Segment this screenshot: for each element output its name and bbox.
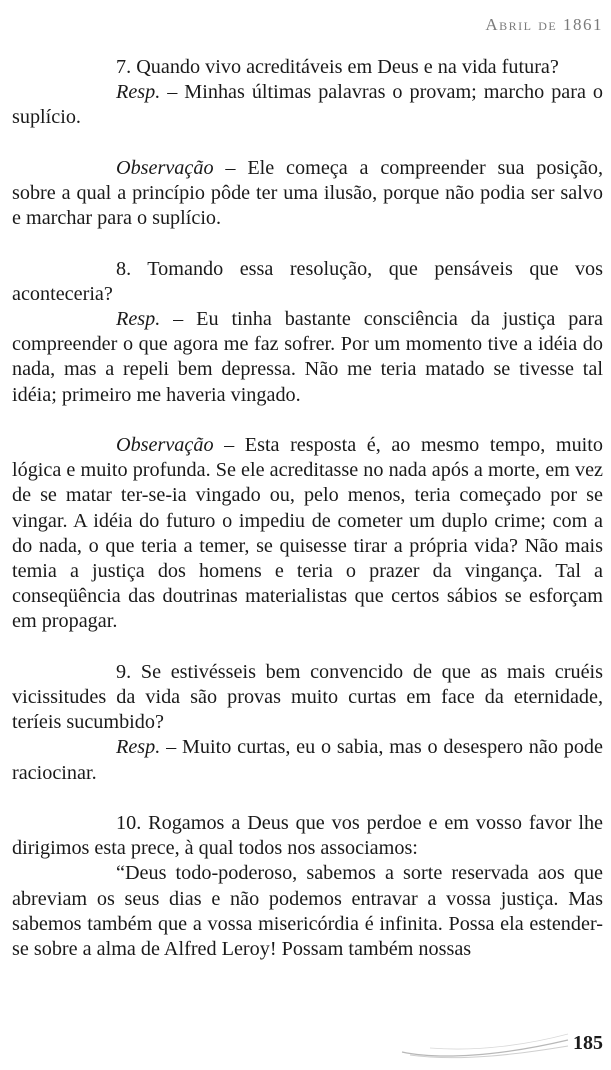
answer-7 <box>12 80 603 130</box>
paragraph-text: – Muito curtas, eu o sabia, mas o desespero não pode raciocinar. <box>12 736 603 784</box>
paragraph-text: 7. Quando vivo acreditáveis em Deus e na vida futura? <box>116 56 559 78</box>
observation-7 <box>12 156 603 232</box>
answer-9 <box>12 735 603 785</box>
paragraph-text: 8. Tomando essa resolução, que pensáveis que vos aconteceria? <box>12 257 603 305</box>
running-header: Abril de 1861 <box>485 15 603 34</box>
paragraph-text: 10. Rogamos a Deus que vos perdoe e em vosso favor lhe dirigimos esta prece, à qual todos nos associamos: <box>12 812 603 860</box>
observation-8 <box>12 433 603 635</box>
observation-label: Observação <box>116 156 214 179</box>
observation-label: Observação <box>116 434 214 456</box>
paragraph-text: “Deus todo-poderoso, sabemos a sorte reservada aos que abreviam os seus dias e não podemos entravar a vossa justiça. Mas sabemos também que a vossa misericórdia é infinita. Possa ela estender-se sobre a alma de Alfred Leroy! Possam também nossas <box>12 862 603 961</box>
answer-label: Resp. <box>116 81 161 104</box>
footer-swoosh-ornament <box>400 1026 570 1062</box>
paragraph-text: – Esta resposta é, ao mesmo tempo, muito lógica e muito profunda. Se ele acreditasse no nada após a morte, em vez de se matar ter-se-ia vingado ou, pelo menos, teria começado por se vingar. A idéia do futuro o impediu de cometer um duplo crime; com a do nada, o que teria a temer, se quisesse tirar a própria vida? Não mais temia a justiça dos homens e teria o prazer da vingança. Tal a conseqüência das doutrinas materialistas que certos sábios se esforçam em propagar. <box>12 434 603 633</box>
paragraph-text: – Ele começa a compreender sua posição, sobre a qual a princípio pôde ter uma ilusão, porque não podia ser salvo e marchar para o suplício. <box>12 156 603 230</box>
page-body <box>12 55 603 962</box>
question-10 <box>12 811 603 861</box>
answer-8 <box>12 307 603 408</box>
page-number: 185 <box>573 1032 603 1054</box>
question-8 <box>12 257 603 307</box>
paragraph-text: 9. Se estivésseis bem convencido de que as mais cruéis vicissitudes da vida são provas muito curtas em face da eternidade, teríeis sucumbido? <box>12 660 603 734</box>
question-7 <box>12 55 603 80</box>
answer-label: Resp. <box>116 736 161 759</box>
paragraph-text: – Eu tinha bastante consciência da justiça para compreender o que agora me faz sofrer. Por um momento tive a idéia do nada, mas a repeli bem depressa. Não me teria matado se tivesse tal idéia; primeiro me haveria vingado. <box>12 308 603 406</box>
answer-label: Resp. <box>116 308 161 330</box>
prayer-paragraph <box>12 861 603 962</box>
paragraph-text: – Minhas últimas palavras o provam; marcho para o suplício. <box>12 81 603 129</box>
question-9 <box>12 660 603 736</box>
